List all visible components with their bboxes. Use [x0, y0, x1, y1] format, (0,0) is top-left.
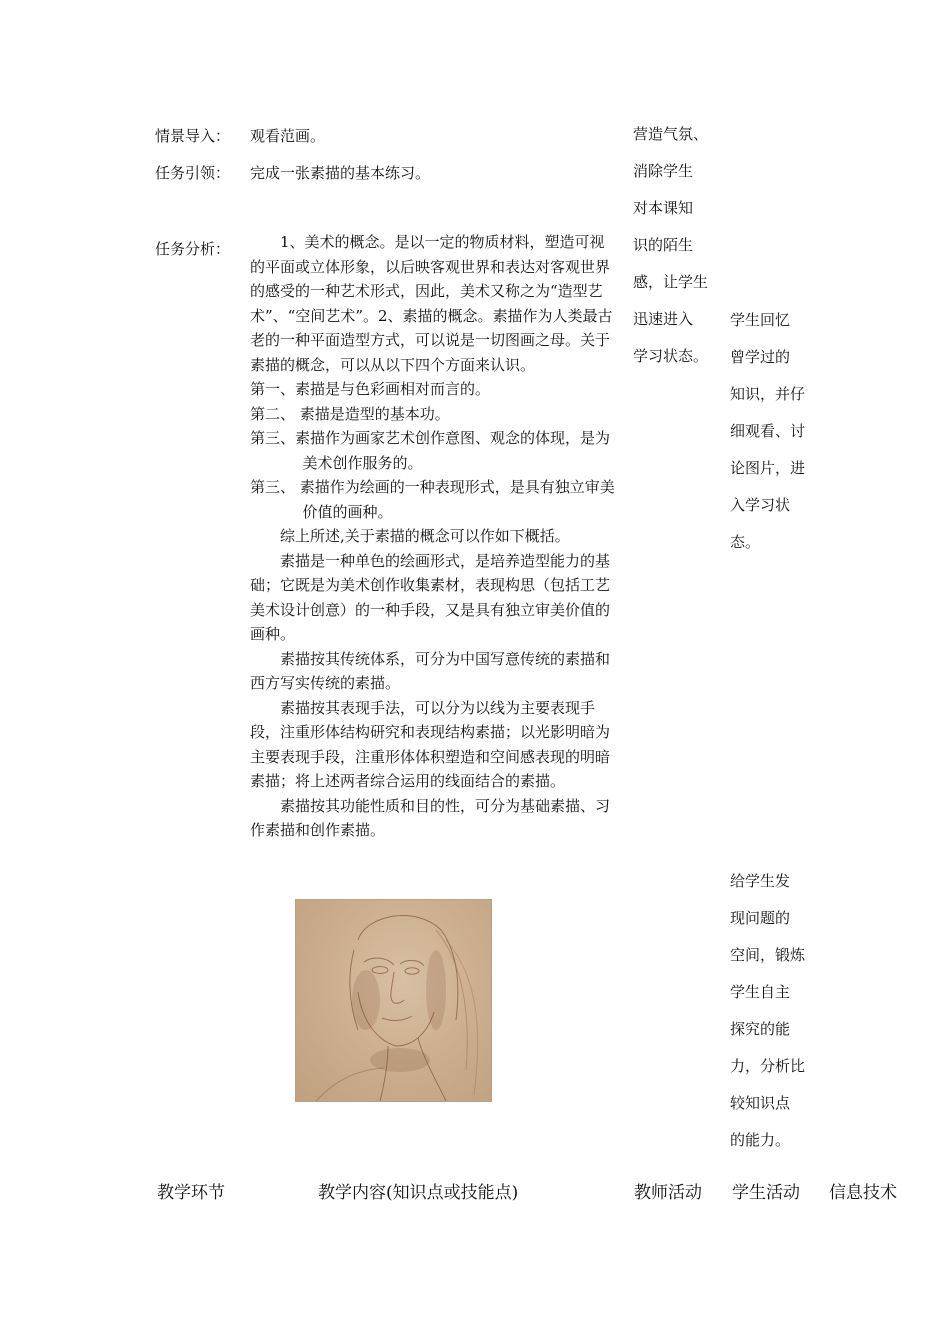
footer-teaching-content: 教学内容(知识点或技能点): [318, 1183, 519, 1203]
student-activity-line: 曾学过的: [730, 348, 791, 366]
sketch-portrait-image: [295, 899, 492, 1102]
footer-teaching-stage: 教学环节: [157, 1183, 225, 1203]
student-activity-explore: [730, 863, 825, 1159]
task-analysis-label: 任务分析：: [155, 240, 231, 258]
teacher-activity-line: 识的陌生: [633, 236, 694, 254]
student-activity-line: 的能力。: [730, 1131, 791, 1149]
analysis-item-2: 第二、 素描是造型的基本功。: [250, 404, 450, 423]
situation-label: 情景导入：: [155, 127, 231, 145]
student-activity-line: 论图片，进: [730, 459, 806, 477]
situation-content: 观看范画。: [250, 127, 326, 145]
analysis-item-3: 第三、素描作为画家艺术创作意图、观念的体现，是为美术创作服务的。: [250, 429, 611, 472]
task-lead-label: 任务引领：: [155, 164, 231, 182]
teacher-activity-line: 感，让学生: [633, 273, 709, 291]
analysis-item-4: 第三、 素描作为绘画的一种表现形式，是具有独立审美价值的画种。: [250, 478, 615, 521]
analysis-paragraph-1: 1、美术的概念。是以一定的物质材料，塑造可视的平面或立体形象，以后映客观世界和表达对客观世界的感受的一种艺术形式，因此，美术又称之为“造型艺术”、“空间艺术”。2、素描的概念。素描作为人类最古老的一种平面造型方式，可以说是一切图画之母。关于素描的概念，可以从以下四个方面来认识。: [250, 233, 613, 374]
analysis-item-1: 第一、素描是与色彩画相对而言的。: [250, 380, 491, 398]
student-activity-line: 学生回忆: [730, 311, 791, 329]
analysis-paragraph-5: 素描按其表现手法，可以分为以线为主要表现手段，注重形体结构研究和表现结构素描；以光影明暗为主要表现手段，注重形体体积塑造和空间感表现的明暗素描；将上述两者综合运用的线面结合的素描。: [250, 698, 611, 790]
student-activity-line: 较知识点: [730, 1094, 791, 1112]
student-activity-line: 知识，并仔: [730, 385, 806, 403]
footer-info-tech: 信息技术: [829, 1183, 897, 1203]
task-lead-content: 完成一张素描的基本练习。: [250, 164, 431, 182]
student-activity-line: 现问题的: [730, 909, 791, 927]
student-activity-line: 态。: [730, 533, 761, 551]
student-activity-line: 学生自主: [730, 983, 791, 1001]
footer-teacher-activity: 教师活动: [634, 1183, 702, 1203]
student-activity-line: 探究的能: [730, 1020, 791, 1038]
student-activity-recall: [730, 302, 825, 561]
student-activity-line: 细观看、讨: [730, 422, 806, 440]
teacher-activity-line: 迅速进入: [633, 310, 694, 328]
teacher-activity-line: 学习状态。: [633, 347, 709, 365]
student-activity-line: 入学习状: [730, 496, 791, 514]
teacher-activity-line: 消除学生: [633, 162, 694, 180]
analysis-paragraph-4: 素描按其传统体系，可分为中国写意传统的素描和西方写实传统的素描。: [250, 649, 611, 692]
teacher-activity-line: 营造气氛、: [633, 125, 709, 143]
analysis-paragraph-2: 综上所述,关于素描的概念可以作如下概括。: [280, 527, 570, 545]
student-activity-line: 空间，锻炼: [730, 946, 806, 964]
analysis-paragraph-6: 素描按其功能性质和目的性，可分为基础素描、习作素描和创作素描。: [250, 796, 611, 839]
analysis-content: [250, 230, 618, 843]
sketch-portrait-drawing: [296, 900, 491, 1101]
analysis-paragraph-3: 素描是一种单色的绘画形式，是培养造型能力的基础；它既是为美术创作收集素材，表现构思（包括工艺美术设计创意）的一种手段，又是具有独立审美价值的画种。: [250, 551, 611, 643]
teacher-activity-line: 对本课知: [633, 199, 694, 217]
teacher-activity: [633, 116, 723, 375]
footer-student-activity: 学生活动: [732, 1183, 800, 1203]
student-activity-line: 给学生发: [730, 872, 791, 890]
student-activity-line: 力，分析比: [730, 1057, 806, 1075]
